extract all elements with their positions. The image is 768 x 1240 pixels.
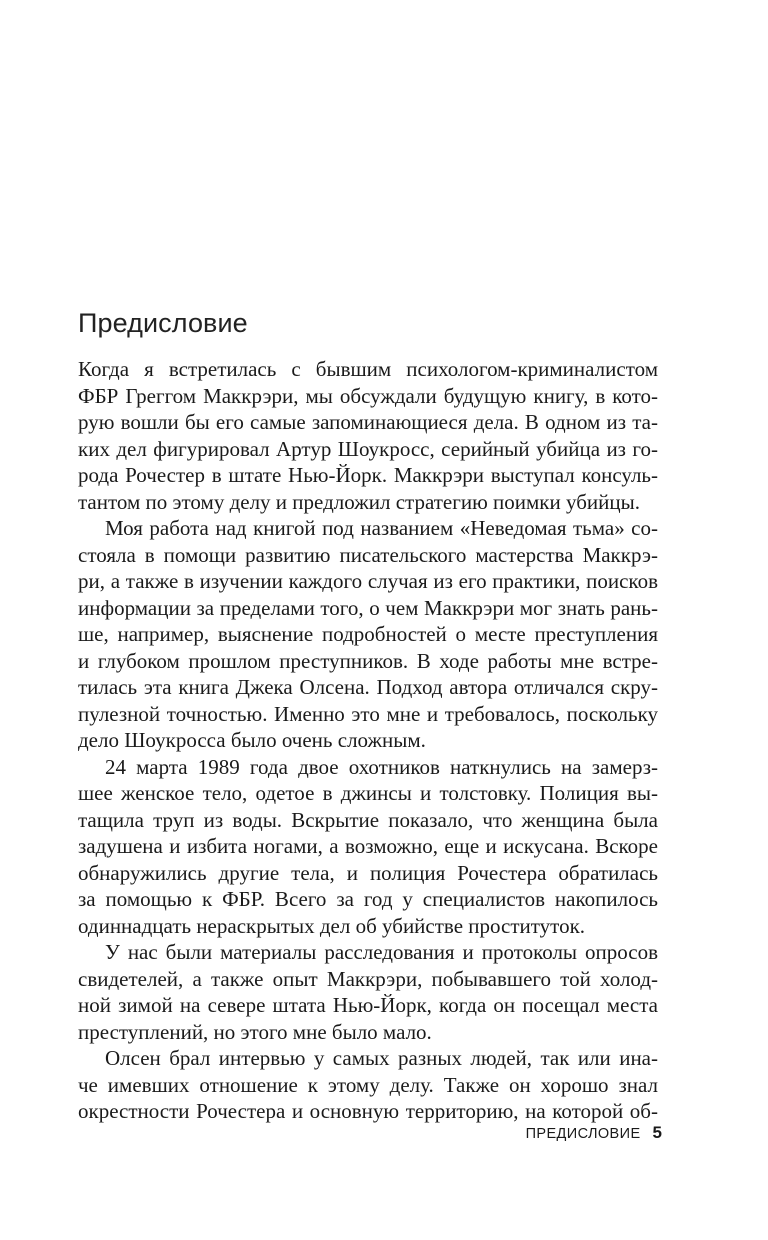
paragraph [78, 356, 658, 515]
text-line: Олсен брал интервью у самых разных людей, так или ина- [105, 1046, 658, 1070]
text-line: свидетелей, а также опыт Маккрэри, побывавшего той холод- [78, 966, 658, 991]
body-text [78, 356, 658, 1125]
text-line: информации за пределами того, о чем Маккрэри мог знать рань- [78, 595, 658, 620]
text-line: преступлений, но этого мне было мало. [78, 1019, 432, 1044]
text-line: пулезной точностью. Именно это мне и требовалось, поскольку [78, 701, 658, 726]
text-line: Моя работа над книгой под названием «Неведомая тьма» со- [105, 516, 658, 540]
text-line: че имевших отношение к этому делу. Также он хорошо знал [78, 1072, 658, 1097]
text-line: ри, а также в изучении каждого случая из его практики, поисков [78, 569, 658, 593]
chapter-heading: Предисловие [78, 308, 248, 338]
text-line: рода Рочестер в штате Нью-Йорк. Маккрэри выступал консуль- [78, 463, 658, 487]
page-footer [526, 1123, 662, 1143]
text-line: за помощью к ФБР. Всего за год у специалистов накопилось [78, 887, 658, 911]
page-number: 5 [652, 1123, 662, 1142]
text-line: окрестности Рочестера и основную территорию, на которой об- [78, 1099, 658, 1123]
text-line: задушена и избита ногами, а возможно, еще и искусана. Вскоре [78, 834, 658, 858]
text-line: ше, например, выяснение подробностей о месте преступления [78, 622, 658, 646]
paragraph [78, 939, 658, 1045]
text-line: ФБР Греггом Маккрэри, мы обсуждали будущую книгу, в кото- [78, 383, 658, 408]
text-line: ной зимой на севере штата Нью-Йорк, когда он посещал места [78, 993, 658, 1017]
paragraph [78, 1045, 658, 1125]
text-line: шее женское тело, одетое в джинсы и толстовку. Полиция вы- [78, 781, 658, 805]
paragraph [78, 754, 658, 940]
text-line: и глубоком прошлом преступников. В ходе работы мне встре- [78, 648, 658, 673]
text-line: рую вошли бы его самые запоминающиеся дела. В одном из та- [78, 410, 658, 434]
text-line: тилась эта книга Джека Олсена. Подход автора отличался скру- [78, 675, 658, 699]
text-line: одиннадцать нераскрытых дел об убийстве проституток. [78, 913, 586, 938]
text-line: тантом по этому делу и предложил стратегию поимки убийцы. [78, 489, 640, 514]
text-line: обнаружились другие тела, и полиция Рочестера обратилась [78, 860, 658, 885]
running-head: ПРЕДИСЛОВИЕ [525, 1126, 641, 1142]
text-line: стояла в помощи развитию писательского мастерства Маккрэ- [78, 542, 658, 567]
text-line: ких дел фигурировал Артур Шоукросс, серийный убийца из го- [78, 436, 658, 461]
text-line: 24 марта 1989 года двое охотников наткнулись на замерз- [105, 754, 658, 779]
text-line: тащила труп из воды. Вскрытие показало, что женщина была [78, 807, 658, 832]
text-line: У нас были материалы расследования и протоколы опросов [105, 940, 658, 964]
text-line: Когда я встретилась с бывшим психологом-криминалистом [78, 357, 658, 381]
paragraph [78, 515, 658, 754]
text-line: дело Шоукросса было очень сложным. [78, 728, 426, 752]
